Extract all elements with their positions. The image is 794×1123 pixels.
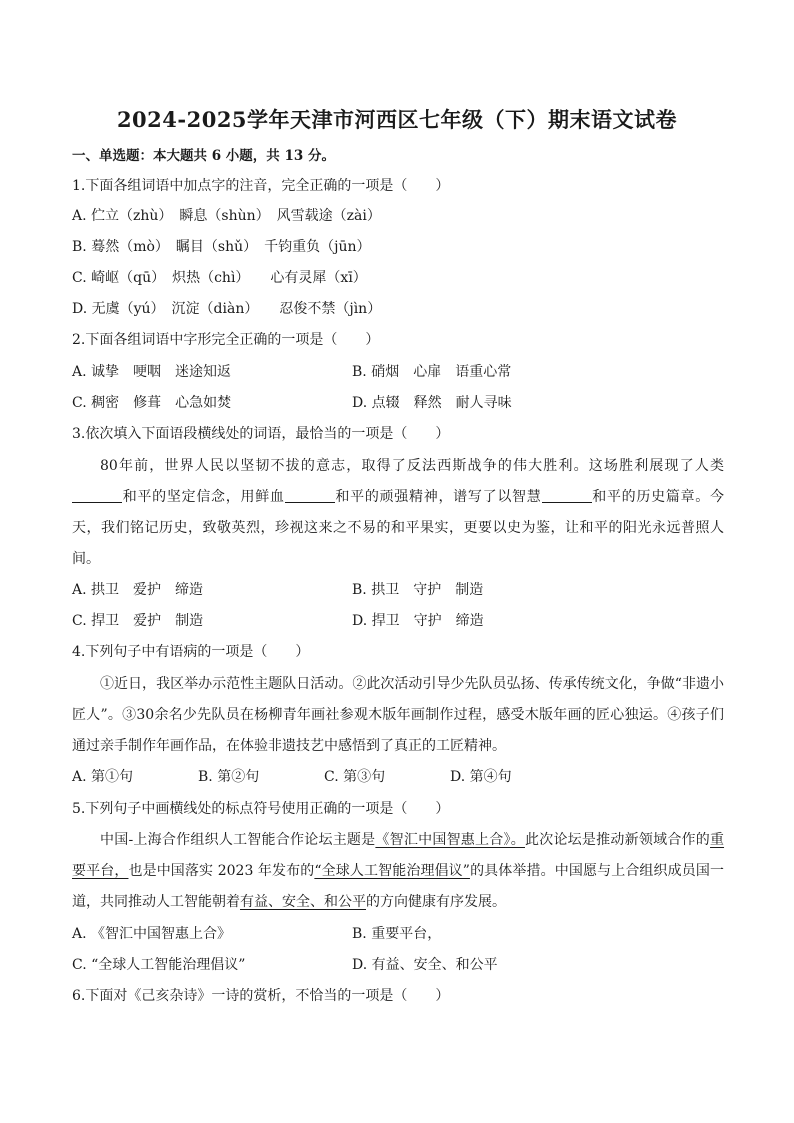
q3-stem: 3.依次填入下面语段横线处的词语，最恰当的一项是（ ） — [72, 426, 450, 442]
q2-option-c: C. 稠密 修葺 心急如焚 — [72, 395, 232, 411]
q2-stem: 2.下面各组词语中字形完全正确的一项是（ ） — [72, 332, 380, 348]
q5-passage-text: 的方向健康有序发展。 — [366, 894, 506, 910]
q1-option-b: B. 蓦然（mò） 瞩目（shǔ） 千钧重负（jūn） — [72, 239, 371, 255]
q5-option-d: D. 有益、安全、和公平 — [352, 957, 498, 973]
blank-1 — [72, 488, 122, 503]
q1-stem: 1.下面各组词语中加点字的注音，完全正确的一项是（ ） — [72, 178, 450, 194]
q5-passage-text: 的具体举措。中国愿与上合组织成员国一道，共同推动人工智能朝着 — [72, 863, 725, 910]
q4-option-d: D. 第④句 — [450, 769, 512, 785]
q1-option-a: A. 伫立（zhù） 瞬息（shùn） 风雪载途（zài） — [72, 208, 381, 224]
q5-passage — [72, 825, 724, 918]
q2-option-a: A. 诚挚 哽咽 迷途知返 — [72, 364, 232, 380]
q5-option-c: C. “全球人工智能治理倡议” — [72, 957, 246, 973]
blank-3 — [542, 488, 592, 503]
q5-passage-text: 也是中国落实 2023 年发布的 — [128, 863, 315, 879]
blank-2 — [285, 488, 335, 503]
q3-passage-text: 80年前，世界人民以坚韧不拔的意志，取得了反法西斯战争的伟大胜利。这场胜利展现了人类 — [100, 458, 724, 474]
q4-stem: 4.下列句子中有语病的一项是（ ） — [72, 644, 310, 660]
q4-option-b: B. 第②句 — [198, 769, 260, 785]
q3-passage-text: 和平的坚定信念，用鲜血 — [122, 489, 285, 505]
q3-option-c: C. 捍卫 爱护 制造 — [72, 613, 204, 629]
q2-option-d: D. 点辍 释然 耐人寻味 — [352, 395, 512, 411]
q4-option-c: C. 第③句 — [324, 769, 386, 785]
q1-option-c: C. 崎岖（qū） 炽热（chì） 心有灵犀（xī） — [72, 270, 367, 286]
q3-option-a: A. 拱卫 爱护 缔造 — [72, 582, 204, 598]
q1-option-d: D. 无虞（yú） 沉淀（diàn） 忍俊不禁（jìn） — [72, 301, 382, 317]
q5-passage-text: 此次论坛是推动新领域合作的 — [524, 832, 711, 848]
q5-passage-text: 中国-上海合作组织人工智能合作论坛主题是 — [100, 832, 376, 848]
q5-underlined-2: 重要平台， — [72, 832, 725, 879]
q5-underlined-4: 有益、安全、和公平 — [240, 894, 366, 910]
q4-option-a: A. 第①句 — [72, 769, 134, 785]
q5-underlined-3: “全球人工智能治理倡议” — [314, 863, 470, 879]
section-heading: 一、单选题：本大题共 6 小题，共 13 分。 — [72, 148, 335, 164]
q3-passage-text: 和平的历史篇章。今天，我们铭记历史，致敬英烈，珍视这来之不易的和平果实，更要以史为鉴，让和平的阳光永远普照人间。 — [72, 489, 725, 567]
q3-option-d: D. 捍卫 守护 缔造 — [352, 613, 484, 629]
q4-passage: ①近日，我区举办示范性主题队日活动。②此次活动引导少先队员弘扬、传承传统文化，争做“非遗小匠人”。③30余名少先队员在杨柳青年画社参观木版年画制作过程，感受木版年画的匠心独运。④孩子们通过亲手制作年画作品，在体验非遗技艺中感悟到了真正的工匠精神。 — [72, 676, 724, 754]
q5-option-a: A. 《智汇中国智惠上合》 — [72, 926, 232, 942]
q3-passage — [72, 451, 724, 575]
q3-passage-text: 和平的顽强精神，谱写了以智慧 — [334, 489, 542, 505]
q5-option-b: B. 重要平台， — [352, 926, 442, 942]
q3-option-b: B. 拱卫 守护 制造 — [352, 582, 484, 598]
q6-stem: 6.下面对《己亥杂诗》一诗的赏析，不恰当的一项是（ ） — [72, 988, 450, 1004]
q5-underlined-1: 《智汇中国智惠上合》。 — [375, 832, 525, 848]
q2-option-b: B. 硝烟 心扉 语重心常 — [352, 364, 512, 380]
q5-stem: 5.下列句子中画横线处的标点符号使用正确的一项是（ ） — [72, 801, 450, 817]
q4-options — [72, 767, 576, 787]
page-title: 2024-2025学年天津市河西区七年级（下）期末语文试卷 — [116, 107, 678, 132]
